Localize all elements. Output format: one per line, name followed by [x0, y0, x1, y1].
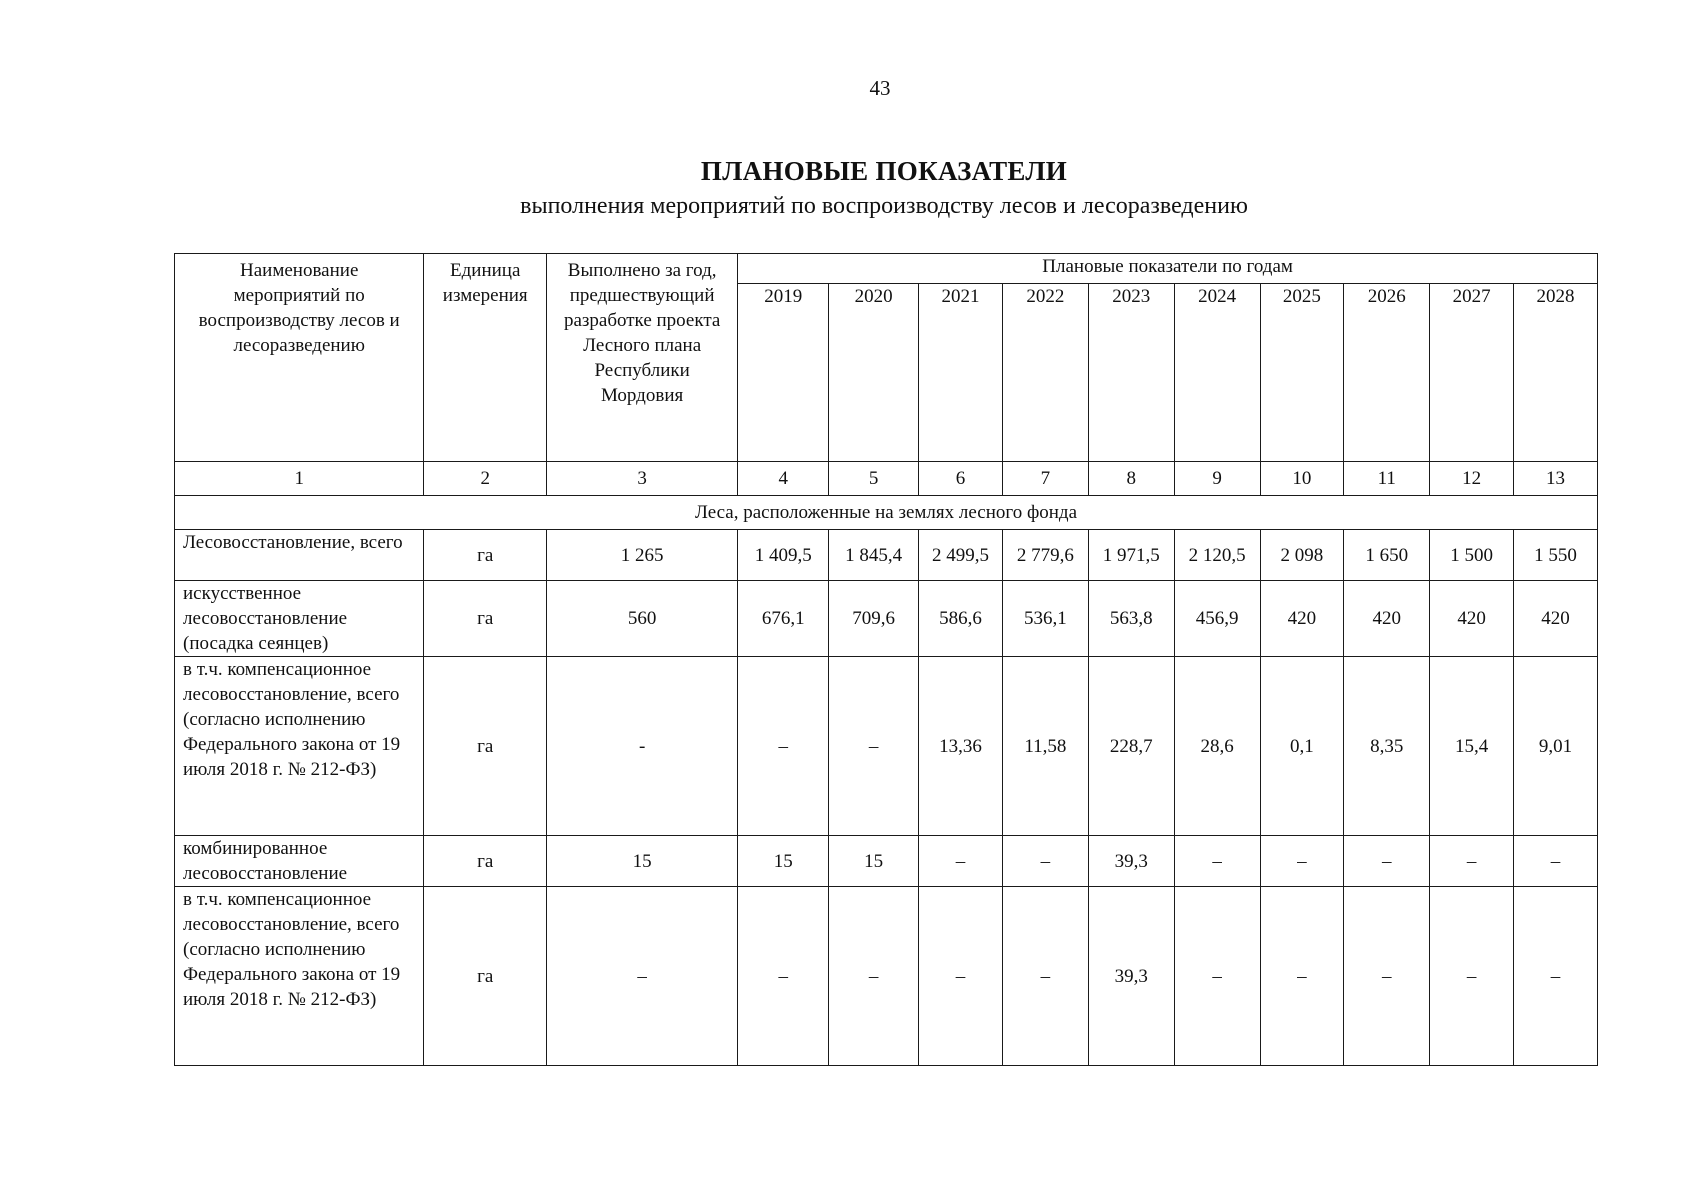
row-name: комбинированное лесовосстановление	[175, 836, 424, 887]
row-year-value: 2 779,6	[1002, 530, 1088, 581]
header-year: 2019	[738, 284, 829, 462]
header-unit: Единица измерения	[424, 254, 547, 462]
row-year-value: 536,1	[1002, 581, 1088, 657]
column-number: 4	[738, 462, 829, 496]
header-year: 2022	[1002, 284, 1088, 462]
row-year-value: –	[738, 657, 829, 836]
header-year: 2023	[1088, 284, 1174, 462]
header-year: 2028	[1513, 284, 1597, 462]
row-year-value: 2 120,5	[1174, 530, 1260, 581]
row-year-value: –	[919, 836, 1003, 887]
column-number: 7	[1002, 462, 1088, 496]
row-year-value: 39,3	[1088, 887, 1174, 1066]
column-number: 5	[829, 462, 919, 496]
row-year-value: –	[1513, 836, 1597, 887]
row-year-value: –	[1430, 887, 1514, 1066]
plan-indicators-table	[174, 253, 1598, 1066]
row-unit: га	[424, 530, 547, 581]
row-unit: га	[424, 836, 547, 887]
row-year-value: 15	[738, 836, 829, 887]
table-row	[175, 530, 1598, 581]
row-year-value: 228,7	[1088, 657, 1174, 836]
column-number: 12	[1430, 462, 1514, 496]
row-done-value: -	[547, 657, 738, 836]
row-year-value: –	[1002, 836, 1088, 887]
row-year-value: 13,36	[919, 657, 1003, 836]
row-year-value: 8,35	[1344, 657, 1430, 836]
header-done: Выполнено за год, предшествующий разработке проекта Лесного плана Республики Мордовия	[547, 254, 738, 462]
row-year-value: 676,1	[738, 581, 829, 657]
row-year-value: 2 499,5	[919, 530, 1003, 581]
row-year-value: 28,6	[1174, 657, 1260, 836]
row-year-value: –	[1344, 887, 1430, 1066]
row-year-value: 709,6	[829, 581, 919, 657]
column-number: 10	[1260, 462, 1344, 496]
row-year-value: –	[1002, 887, 1088, 1066]
row-name: в т.ч. компенсационное лесовосстановление, всего (согласно исполнению Федерального закона от 19 июля 2018 г. № 212-ФЗ)	[175, 887, 424, 1066]
row-year-value: 9,01	[1513, 657, 1597, 836]
row-year-value: 586,6	[919, 581, 1003, 657]
row-unit: га	[424, 581, 547, 657]
row-year-value: 39,3	[1088, 836, 1174, 887]
header-year: 2025	[1260, 284, 1344, 462]
column-number: 2	[424, 462, 547, 496]
header-plan-group: Плановые показатели по годам	[738, 254, 1598, 284]
row-year-value: –	[1174, 836, 1260, 887]
row-unit: га	[424, 887, 547, 1066]
table-row	[175, 657, 1598, 836]
table-row	[175, 887, 1598, 1066]
row-name: искусственное лесовосстановление (посадка сеянцев)	[175, 581, 424, 657]
row-done-value: –	[547, 887, 738, 1066]
section-title: Леса, расположенные на землях лесного фонда	[175, 496, 1598, 530]
row-year-value: –	[1174, 887, 1260, 1066]
header-year: 2020	[829, 284, 919, 462]
header-name: Наименование мероприятий по воспроизводству лесов и лесоразведению	[175, 254, 424, 462]
column-number: 6	[919, 462, 1003, 496]
row-year-value: –	[829, 657, 919, 836]
row-year-value: 1 971,5	[1088, 530, 1174, 581]
row-year-value: 1 845,4	[829, 530, 919, 581]
document-title: ПЛАНОВЫЕ ПОКАЗАТЕЛИ	[700, 156, 1068, 186]
row-year-value: 1 550	[1513, 530, 1597, 581]
row-year-value: 420	[1430, 581, 1514, 657]
header-year: 2026	[1344, 284, 1430, 462]
row-done-value: 15	[547, 836, 738, 887]
row-year-value: –	[1260, 836, 1344, 887]
row-name: в т.ч. компенсационное лесовосстановление, всего (согласно исполнению Федерального закона от 19 июля 2018 г. № 212-ФЗ)	[175, 657, 424, 836]
row-year-value: 11,58	[1002, 657, 1088, 836]
column-number: 13	[1513, 462, 1597, 496]
row-year-value: –	[1344, 836, 1430, 887]
table-row	[175, 836, 1598, 887]
row-year-value: –	[919, 887, 1003, 1066]
row-year-value: 15,4	[1430, 657, 1514, 836]
row-year-value: –	[1513, 887, 1597, 1066]
header-year: 2027	[1430, 284, 1514, 462]
header-year: 2024	[1174, 284, 1260, 462]
column-number: 9	[1174, 462, 1260, 496]
column-number: 3	[547, 462, 738, 496]
row-year-value: 420	[1260, 581, 1344, 657]
row-year-value: 420	[1513, 581, 1597, 657]
row-year-value: 1 500	[1430, 530, 1514, 581]
row-done-value: 1 265	[547, 530, 738, 581]
table-row	[175, 581, 1598, 657]
row-year-value: 2 098	[1260, 530, 1344, 581]
row-year-value: 563,8	[1088, 581, 1174, 657]
row-year-value: 1 650	[1344, 530, 1430, 581]
row-year-value: –	[1430, 836, 1514, 887]
column-number: 8	[1088, 462, 1174, 496]
row-year-value: –	[829, 887, 919, 1066]
column-number: 1	[175, 462, 424, 496]
row-name: Лесовосстановление, всего	[175, 530, 424, 581]
document-subtitle: выполнения мероприятий по воспроизводству лесов и лесоразведению	[520, 193, 1248, 219]
row-year-value: 1 409,5	[738, 530, 829, 581]
row-year-value: 0,1	[1260, 657, 1344, 836]
row-unit: га	[424, 657, 547, 836]
row-year-value: 420	[1344, 581, 1430, 657]
header-year: 2021	[919, 284, 1003, 462]
row-year-value: 456,9	[1174, 581, 1260, 657]
row-year-value: 15	[829, 836, 919, 887]
column-number: 11	[1344, 462, 1430, 496]
row-year-value: –	[1260, 887, 1344, 1066]
row-year-value: –	[738, 887, 829, 1066]
row-done-value: 560	[547, 581, 738, 657]
page-number: 43	[869, 76, 891, 100]
